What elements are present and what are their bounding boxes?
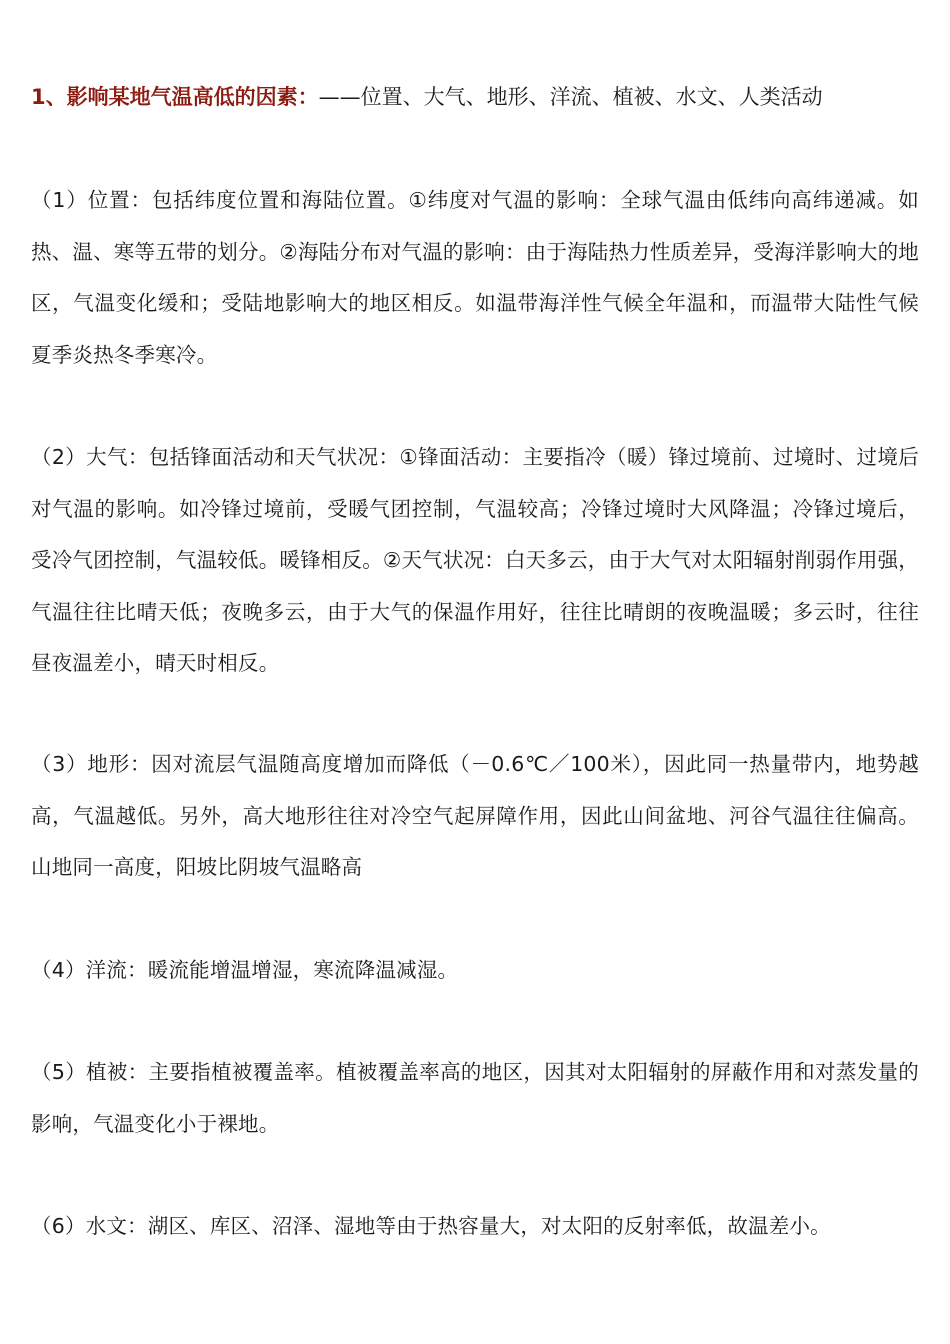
paragraph-terrain: （3）地形：因对流层气温随高度增加而降低（－0.6℃／100米），因此同一热量带内，地势越高，气温越低。另外，高大地形往往对冷空气起屏障作用，因此山间盆地、河谷气温往往偏高。山地同一高度，阳坡比阴坡气温略高 — [31, 752, 919, 879]
paragraph-atmosphere: （2）大气：包括锋面活动和天气状况：①锋面活动：主要指冷（暖）锋过境前、过境时、过境后对气温的影响。如冷锋过境前，受暖气团控制，气温较高；冷锋过境时大风降温；冷锋过境后，受冷气团控制，气温较低。暖锋相反。②天气状况：白天多云，由于大气对太阳辐射削弱作用强，气温往往比晴天低；夜晚多云，由于大气的保温作用好，往往比晴朗的夜晚温暖；多云时，往往昼夜温差小，晴天时相反。 — [31, 445, 919, 675]
paragraph-position: （1）位置：包括纬度位置和海陆位置。①纬度对气温的影响：全球气温由低纬向高纬递减。如热、温、寒等五带的划分。②海陆分布对气温的影响：由于海陆热力性质差异，受海洋影响大的地区，气温变化缓和；受陆地影响大的地区相反。如温带海洋性气候全年温和，而温带大陆性气候夏季炎热冬季寒冷。 — [31, 188, 919, 367]
heading-highlight: 1、影响某地气温高低的因素： — [31, 85, 319, 109]
paragraph-vegetation: （5）植被：主要指植被覆盖率。植被覆盖率高的地区，因其对太阳辐射的屏蔽作用和对蒸发量的影响，气温变化小于裸地。 — [31, 1060, 919, 1136]
paragraph-hydrology: （6）水文：湖区、库区、沼泽、湿地等由于热容量大，对太阳的反射率低，故温差小。 — [31, 1214, 831, 1238]
heading-factor-list: ——位置、大气、地形、洋流、植被、水文、人类活动 — [318, 85, 823, 109]
paragraph-ocean-current: （4）洋流：暖流能增温增湿，寒流降温减湿。 — [31, 958, 459, 982]
section-heading — [31, 80, 931, 114]
